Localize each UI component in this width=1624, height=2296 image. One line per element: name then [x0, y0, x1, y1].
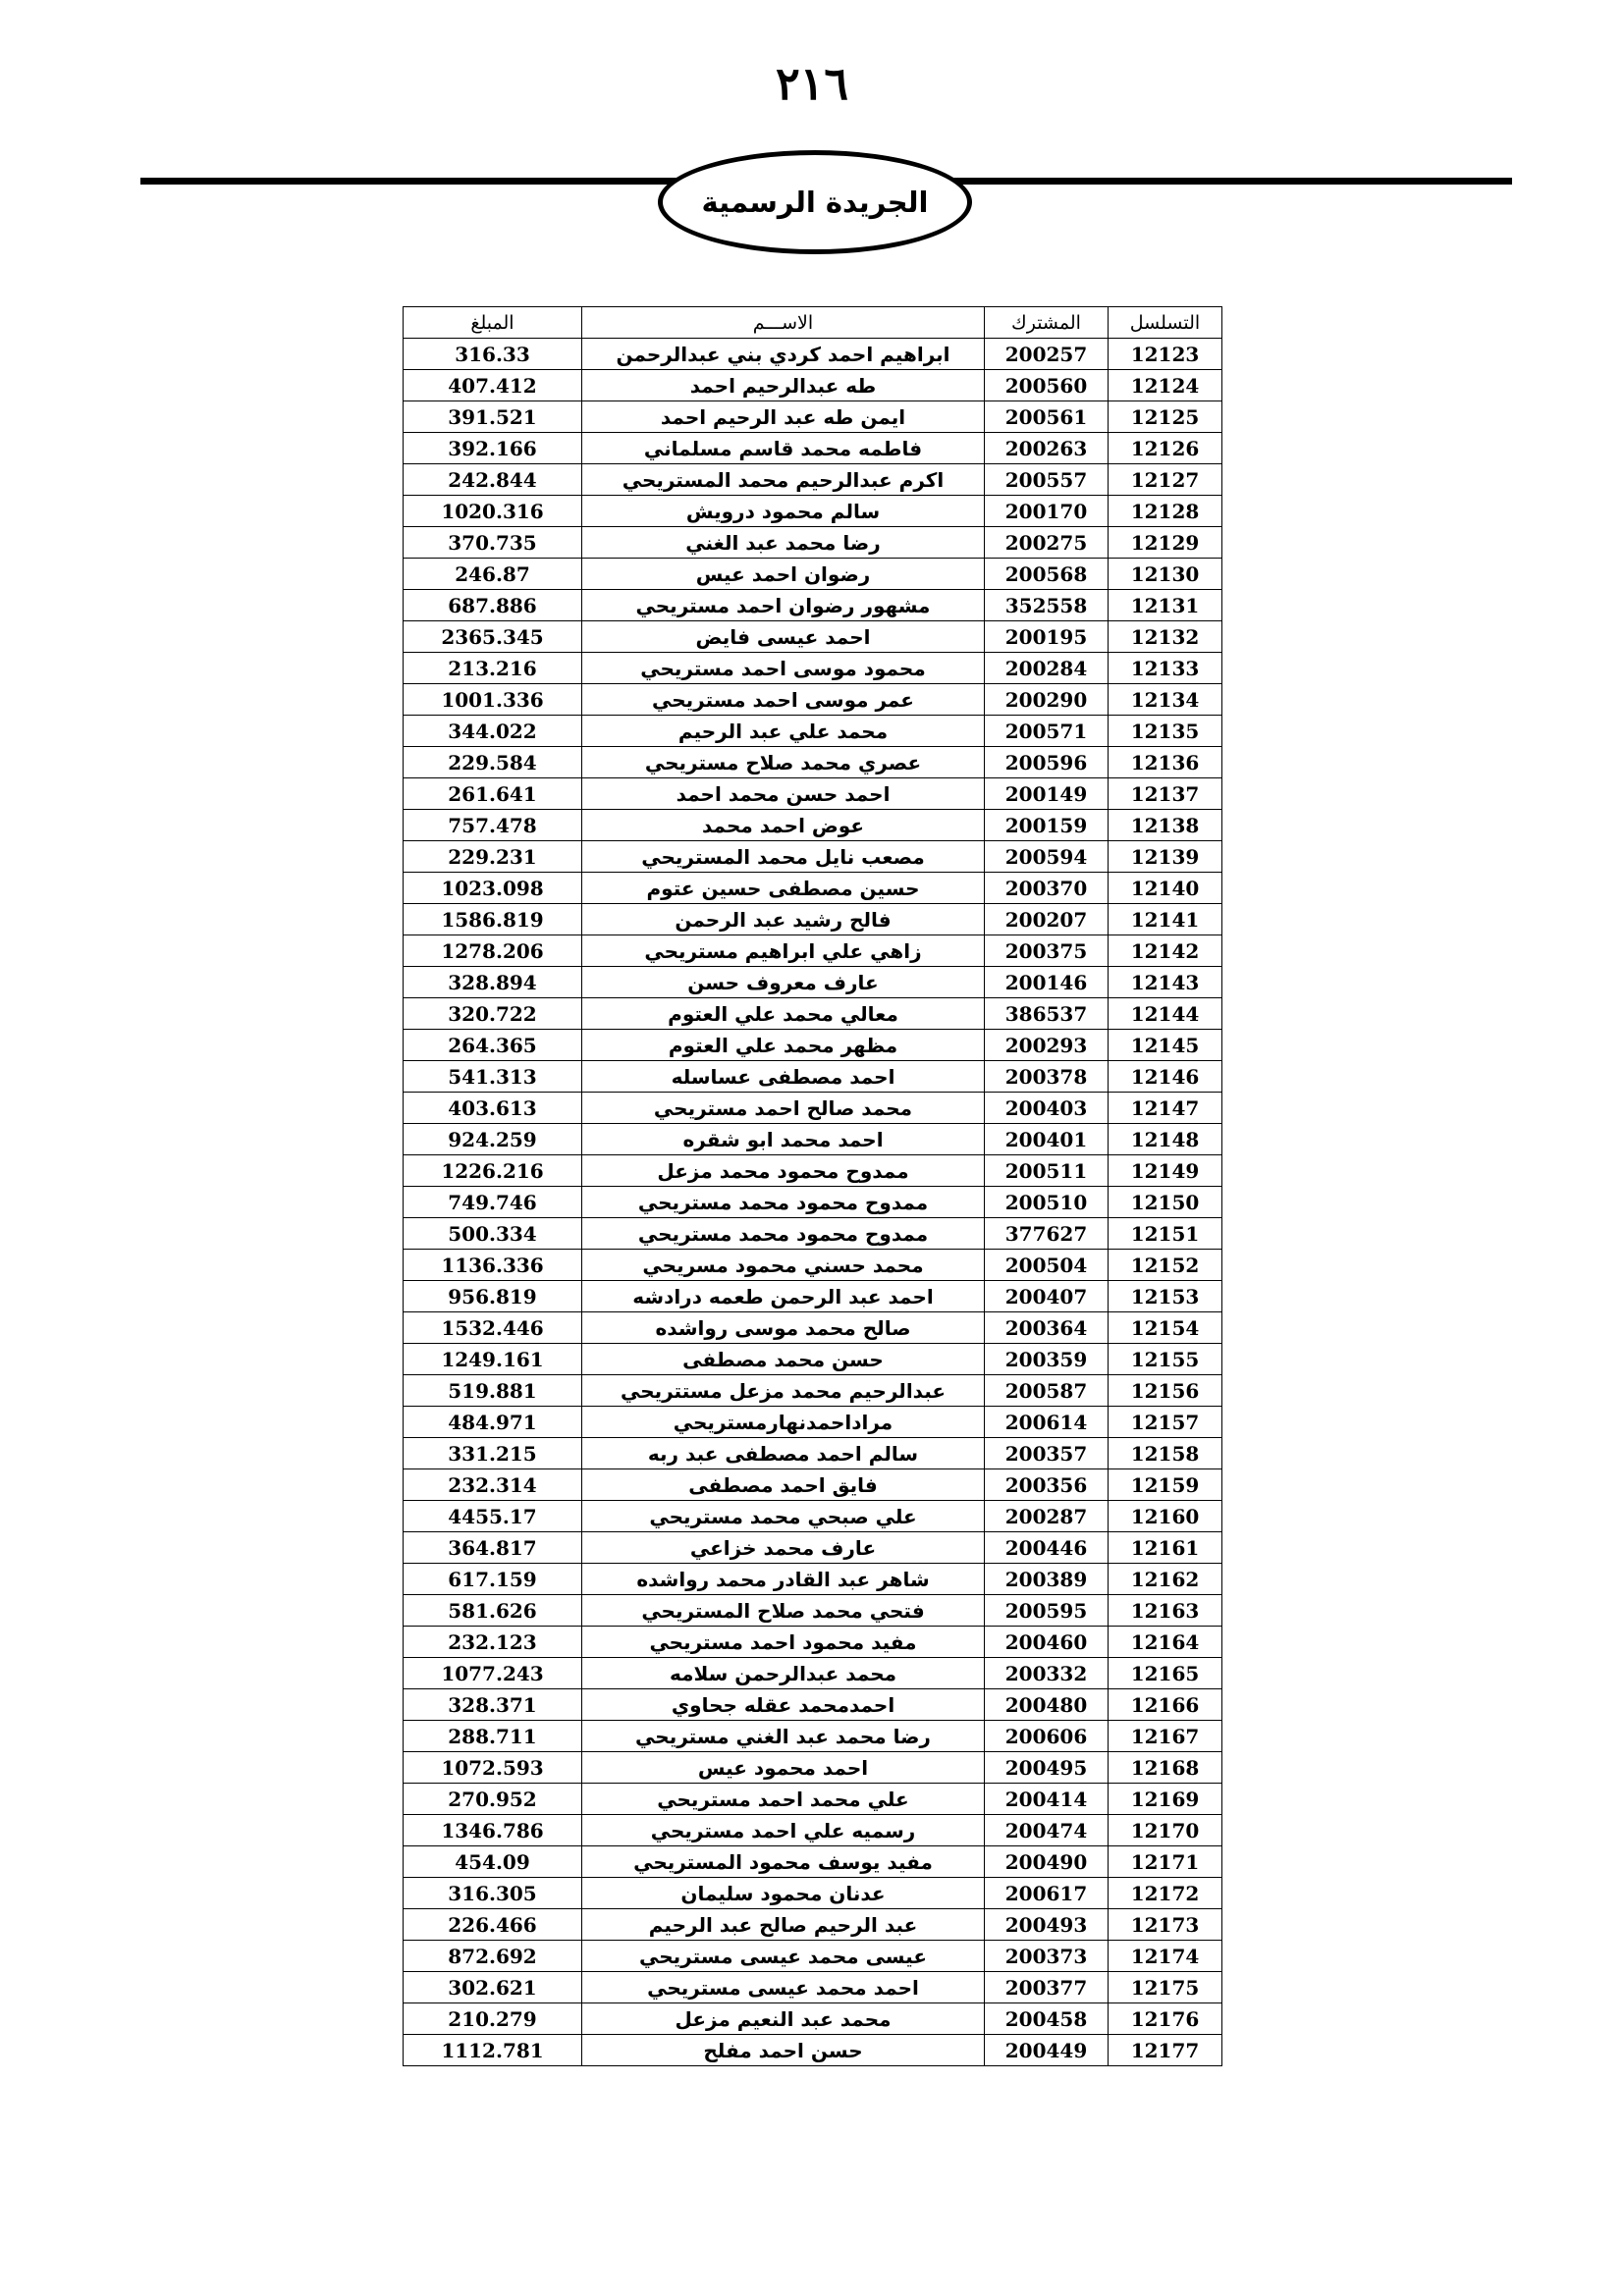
cell-serial: 12176 [1109, 2003, 1222, 2035]
table-row [404, 401, 1222, 433]
cell-subscriber: 200568 [985, 559, 1109, 590]
cell-name: اكرم عبدالرحيم محمد المستريحي [582, 464, 985, 496]
table-row [404, 1438, 1222, 1469]
table-row [404, 1846, 1222, 1878]
cell-name: محمد علي عبد الرحيم [582, 716, 985, 747]
cell-amount: 264.365 [404, 1030, 582, 1061]
table-row [404, 1155, 1222, 1187]
table-row [404, 527, 1222, 559]
cell-serial: 12174 [1109, 1941, 1222, 1972]
cell-name: مراداحمدنهارمستريحي [582, 1407, 985, 1438]
cell-subscriber: 200571 [985, 716, 1109, 747]
cell-name: فايق احمد مصطفى [582, 1469, 985, 1501]
cell-subscriber: 200370 [985, 873, 1109, 904]
cell-serial: 12133 [1109, 653, 1222, 684]
cell-amount: 1072.593 [404, 1752, 582, 1784]
cell-serial: 12123 [1109, 339, 1222, 370]
cell-amount: 1346.786 [404, 1815, 582, 1846]
cell-name: معالي محمد علي العتوم [582, 998, 985, 1030]
cell-amount: 1136.336 [404, 1250, 582, 1281]
cell-serial: 12138 [1109, 810, 1222, 841]
cell-name: عارف محمد خزاعي [582, 1532, 985, 1564]
cell-amount: 288.711 [404, 1721, 582, 1752]
cell-amount: 956.819 [404, 1281, 582, 1312]
cell-amount: 344.022 [404, 716, 582, 747]
cell-name: ممدوح محمود محمد مستريحي [582, 1187, 985, 1218]
cell-amount: 328.371 [404, 1689, 582, 1721]
cell-serial: 12156 [1109, 1375, 1222, 1407]
cell-serial: 12164 [1109, 1627, 1222, 1658]
cell-amount: 316.33 [404, 339, 582, 370]
cell-amount: 391.521 [404, 401, 582, 433]
cell-amount: 1532.446 [404, 1312, 582, 1344]
cell-subscriber: 200159 [985, 810, 1109, 841]
subscribers-table [403, 306, 1222, 2066]
cell-amount: 403.613 [404, 1093, 582, 1124]
cell-subscriber: 200401 [985, 1124, 1109, 1155]
cell-amount: 407.412 [404, 370, 582, 401]
cell-name: احمد محمد ابو شقره [582, 1124, 985, 1155]
cell-name: عصري محمد صلاح مستريحي [582, 747, 985, 778]
cell-amount: 232.123 [404, 1627, 582, 1658]
cell-amount: 229.231 [404, 841, 582, 873]
cell-amount: 242.844 [404, 464, 582, 496]
cell-name: رسميه علي احمد مستريحي [582, 1815, 985, 1846]
page-number: ٢١٦ [775, 57, 849, 110]
cell-serial: 12139 [1109, 841, 1222, 873]
table-row [404, 1941, 1222, 1972]
table-row [404, 1124, 1222, 1155]
cell-serial: 12145 [1109, 1030, 1222, 1061]
cell-name: احمد عبد الرحمن طعمه درادشه [582, 1281, 985, 1312]
cell-subscriber: 200257 [985, 339, 1109, 370]
column-header-amount: المبلغ [404, 307, 582, 339]
table-row [404, 2035, 1222, 2066]
cell-name: سالم محمود درويش [582, 496, 985, 527]
cell-name: عبد الرحيم صالح عبد الرحيم [582, 1909, 985, 1941]
cell-amount: 541.313 [404, 1061, 582, 1093]
cell-amount: 210.279 [404, 2003, 582, 2035]
table-row [404, 1532, 1222, 1564]
cell-serial: 12150 [1109, 1187, 1222, 1218]
cell-serial: 12161 [1109, 1532, 1222, 1564]
cell-serial: 12146 [1109, 1061, 1222, 1093]
cell-serial: 12175 [1109, 1972, 1222, 2003]
cell-name: مفيد يوسف محمود المستريحي [582, 1846, 985, 1878]
cell-serial: 12149 [1109, 1155, 1222, 1187]
cell-amount: 1226.216 [404, 1155, 582, 1187]
cell-serial: 12158 [1109, 1438, 1222, 1469]
cell-amount: 320.722 [404, 998, 582, 1030]
cell-subscriber: 200146 [985, 967, 1109, 998]
cell-name: احمد محمد عيسى مستريحي [582, 1972, 985, 2003]
table-row [404, 810, 1222, 841]
cell-serial: 12155 [1109, 1344, 1222, 1375]
cell-serial: 12172 [1109, 1878, 1222, 1909]
cell-name: حسين مصطفى حسين عتوم [582, 873, 985, 904]
cell-amount: 1077.243 [404, 1658, 582, 1689]
cell-serial: 12173 [1109, 1909, 1222, 1941]
cell-name: حسن احمد مفلح [582, 2035, 985, 2066]
table-row [404, 1312, 1222, 1344]
cell-name: ايمن طه عبد الرحيم احمد [582, 401, 985, 433]
cell-amount: 246.87 [404, 559, 582, 590]
table-row [404, 1721, 1222, 1752]
cell-serial: 12154 [1109, 1312, 1222, 1344]
cell-serial: 12127 [1109, 464, 1222, 496]
cell-name: علي صبحي محمد مستريحي [582, 1501, 985, 1532]
cell-amount: 519.881 [404, 1375, 582, 1407]
table-row [404, 1972, 1222, 2003]
cell-name: علي محمد احمد مستريحي [582, 1784, 985, 1815]
cell-serial: 12143 [1109, 967, 1222, 998]
cell-name: فالح رشيد عبد الرحمن [582, 904, 985, 935]
cell-serial: 12148 [1109, 1124, 1222, 1155]
table-row [404, 653, 1222, 684]
table-row [404, 2003, 1222, 2035]
cell-amount: 1249.161 [404, 1344, 582, 1375]
cell-name: عبدالرحيم محمد مزعل مستتريحي [582, 1375, 985, 1407]
cell-subscriber: 200480 [985, 1689, 1109, 1721]
cell-subscriber: 200414 [985, 1784, 1109, 1815]
cell-subscriber: 200560 [985, 370, 1109, 401]
table-row [404, 747, 1222, 778]
cell-serial: 12157 [1109, 1407, 1222, 1438]
cell-serial: 12135 [1109, 716, 1222, 747]
cell-amount: 226.466 [404, 1909, 582, 1941]
cell-subscriber: 386537 [985, 998, 1109, 1030]
cell-name: عدنان محمود سليمان [582, 1878, 985, 1909]
cell-name: احمدمحمد عقله جحاوي [582, 1689, 985, 1721]
cell-subscriber: 200170 [985, 496, 1109, 527]
cell-name: مظهر محمد علي العتوم [582, 1030, 985, 1061]
cell-name: محمود موسى احمد مستريحي [582, 653, 985, 684]
cell-name: احمد حسن محمد احمد [582, 778, 985, 810]
table-row [404, 1658, 1222, 1689]
table-row [404, 559, 1222, 590]
cell-serial: 12163 [1109, 1595, 1222, 1627]
cell-subscriber: 200446 [985, 1532, 1109, 1564]
cell-name: شاهر عبد القادر محمد رواشده [582, 1564, 985, 1595]
cell-serial: 12140 [1109, 873, 1222, 904]
table-row [404, 1061, 1222, 1093]
cell-amount: 1023.098 [404, 873, 582, 904]
cell-serial: 12153 [1109, 1281, 1222, 1312]
cell-subscriber: 200617 [985, 1878, 1109, 1909]
cell-name: عيسى محمد عيسى مستريحي [582, 1941, 985, 1972]
cell-subscriber: 200357 [985, 1438, 1109, 1469]
cell-serial: 12125 [1109, 401, 1222, 433]
cell-subscriber: 200332 [985, 1658, 1109, 1689]
cell-subscriber: 200290 [985, 684, 1109, 716]
cell-name: احمد محمود عيس [582, 1752, 985, 1784]
table-row [404, 1689, 1222, 1721]
cell-subscriber: 200596 [985, 747, 1109, 778]
cell-name: مصعب نايل محمد المستريحي [582, 841, 985, 873]
cell-name: رضا محمد عبد الغني [582, 527, 985, 559]
table-row [404, 1752, 1222, 1784]
cell-serial: 12160 [1109, 1501, 1222, 1532]
cell-subscriber: 200375 [985, 935, 1109, 967]
cell-amount: 364.817 [404, 1532, 582, 1564]
cell-subscriber: 200356 [985, 1469, 1109, 1501]
cell-subscriber: 200495 [985, 1752, 1109, 1784]
cell-amount: 1278.206 [404, 935, 582, 967]
cell-subscriber: 200275 [985, 527, 1109, 559]
cell-name: محمد عبد النعيم مزعل [582, 2003, 985, 2035]
cell-serial: 12142 [1109, 935, 1222, 967]
cell-amount: 213.216 [404, 653, 582, 684]
cell-subscriber: 200287 [985, 1501, 1109, 1532]
cell-amount: 2365.345 [404, 621, 582, 653]
cell-serial: 12147 [1109, 1093, 1222, 1124]
cell-subscriber: 200511 [985, 1155, 1109, 1187]
cell-name: عمر موسى احمد مستريحي [582, 684, 985, 716]
cell-serial: 12171 [1109, 1846, 1222, 1878]
cell-subscriber: 200474 [985, 1815, 1109, 1846]
table-row [404, 967, 1222, 998]
cell-name: فاطمه محمد قاسم مسلماني [582, 433, 985, 464]
cell-amount: 1001.336 [404, 684, 582, 716]
cell-subscriber: 200377 [985, 1972, 1109, 2003]
column-header-serial: التسلسل [1109, 307, 1222, 339]
table-row [404, 1784, 1222, 1815]
cell-serial: 12166 [1109, 1689, 1222, 1721]
cell-subscriber: 200293 [985, 1030, 1109, 1061]
table-header-row [404, 307, 1222, 339]
cell-name: فتحي محمد صلاح المستريحي [582, 1595, 985, 1627]
cell-subscriber: 200510 [985, 1187, 1109, 1218]
cell-name: ابراهيم احمد كردي بني عبدالرحمن [582, 339, 985, 370]
table-row [404, 1030, 1222, 1061]
table-row [404, 1344, 1222, 1375]
cell-amount: 392.166 [404, 433, 582, 464]
cell-amount: 454.09 [404, 1846, 582, 1878]
table-row [404, 370, 1222, 401]
cell-amount: 617.159 [404, 1564, 582, 1595]
cell-name: مفيد محمود احمد مستريحي [582, 1627, 985, 1658]
cell-serial: 12134 [1109, 684, 1222, 716]
cell-subscriber: 200378 [985, 1061, 1109, 1093]
cell-amount: 484.971 [404, 1407, 582, 1438]
cell-serial: 12136 [1109, 747, 1222, 778]
cell-serial: 12137 [1109, 778, 1222, 810]
table-row [404, 935, 1222, 967]
title-oval [658, 150, 972, 254]
cell-amount: 302.621 [404, 1972, 582, 2003]
table-row [404, 339, 1222, 370]
cell-name: محمد حسني محمود مسريحي [582, 1250, 985, 1281]
cell-amount: 581.626 [404, 1595, 582, 1627]
cell-amount: 331.215 [404, 1438, 582, 1469]
cell-serial: 12169 [1109, 1784, 1222, 1815]
table-row [404, 1407, 1222, 1438]
cell-serial: 12144 [1109, 998, 1222, 1030]
cell-serial: 12124 [1109, 370, 1222, 401]
cell-amount: 924.259 [404, 1124, 582, 1155]
cell-subscriber: 200594 [985, 841, 1109, 873]
cell-subscriber: 200207 [985, 904, 1109, 935]
cell-serial: 12151 [1109, 1218, 1222, 1250]
cell-name: صالح محمد موسى رواشده [582, 1312, 985, 1344]
cell-subscriber: 200389 [985, 1564, 1109, 1595]
cell-amount: 232.314 [404, 1469, 582, 1501]
table-row [404, 841, 1222, 873]
cell-subscriber: 200460 [985, 1627, 1109, 1658]
cell-name: حسن محمد مصطفى [582, 1344, 985, 1375]
table-row [404, 716, 1222, 747]
column-header-subscriber: المشترك [985, 307, 1109, 339]
cell-serial: 12177 [1109, 2035, 1222, 2066]
cell-subscriber: 200595 [985, 1595, 1109, 1627]
table-row [404, 1281, 1222, 1312]
table-row [404, 998, 1222, 1030]
cell-name: ممدوح محمود محمد مستريحي [582, 1218, 985, 1250]
cell-subscriber: 200504 [985, 1250, 1109, 1281]
cell-subscriber: 200614 [985, 1407, 1109, 1438]
cell-subscriber: 200263 [985, 433, 1109, 464]
table-row [404, 1909, 1222, 1941]
cell-amount: 328.894 [404, 967, 582, 998]
table-row [404, 1469, 1222, 1501]
cell-serial: 12129 [1109, 527, 1222, 559]
cell-subscriber: 200606 [985, 1721, 1109, 1752]
table-row [404, 1564, 1222, 1595]
cell-name: عارف معروف حسن [582, 967, 985, 998]
table-row [404, 590, 1222, 621]
cell-subscriber: 200493 [985, 1909, 1109, 1941]
table-row [404, 1627, 1222, 1658]
cell-name: محمد صالح احمد مستريحي [582, 1093, 985, 1124]
table-row [404, 1375, 1222, 1407]
table-row [404, 464, 1222, 496]
cell-serial: 12167 [1109, 1721, 1222, 1752]
cell-name: احمد عيسى فايض [582, 621, 985, 653]
cell-serial: 12165 [1109, 1658, 1222, 1689]
table-row [404, 1093, 1222, 1124]
cell-serial: 12168 [1109, 1752, 1222, 1784]
cell-subscriber: 377627 [985, 1218, 1109, 1250]
column-header-name: الاســـم [582, 307, 985, 339]
cell-amount: 229.584 [404, 747, 582, 778]
cell-subscriber: 200359 [985, 1344, 1109, 1375]
cell-amount: 1586.819 [404, 904, 582, 935]
table-row [404, 1595, 1222, 1627]
cell-name: سالم احمد مصطفى عبد ربه [582, 1438, 985, 1469]
cell-amount: 4455.17 [404, 1501, 582, 1532]
cell-serial: 12128 [1109, 496, 1222, 527]
cell-serial: 12131 [1109, 590, 1222, 621]
cell-name: ممدوح محمود محمد مزعل [582, 1155, 985, 1187]
cell-name: احمد مصطفى عساسله [582, 1061, 985, 1093]
cell-amount: 1112.781 [404, 2035, 582, 2066]
cell-subscriber: 200458 [985, 2003, 1109, 2035]
cell-serial: 12162 [1109, 1564, 1222, 1595]
cell-serial: 12170 [1109, 1815, 1222, 1846]
cell-amount: 757.478 [404, 810, 582, 841]
table-row [404, 904, 1222, 935]
cell-serial: 12141 [1109, 904, 1222, 935]
table-row [404, 778, 1222, 810]
table-row [404, 621, 1222, 653]
cell-amount: 687.886 [404, 590, 582, 621]
table-row [404, 1187, 1222, 1218]
table-row [404, 1878, 1222, 1909]
table-row [404, 1501, 1222, 1532]
cell-amount: 370.735 [404, 527, 582, 559]
cell-name: رضا محمد عبد الغني مستريحي [582, 1721, 985, 1752]
cell-serial: 12126 [1109, 433, 1222, 464]
cell-subscriber: 352558 [985, 590, 1109, 621]
cell-amount: 1020.316 [404, 496, 582, 527]
cell-serial: 12159 [1109, 1469, 1222, 1501]
cell-serial: 12132 [1109, 621, 1222, 653]
cell-name: عوض احمد محمد [582, 810, 985, 841]
cell-amount: 749.746 [404, 1187, 582, 1218]
cell-subscriber: 200449 [985, 2035, 1109, 2066]
cell-subscriber: 200557 [985, 464, 1109, 496]
cell-subscriber: 200403 [985, 1093, 1109, 1124]
cell-subscriber: 200195 [985, 621, 1109, 653]
cell-name: رضوان احمد عيس [582, 559, 985, 590]
table-row [404, 433, 1222, 464]
cell-amount: 872.692 [404, 1941, 582, 1972]
cell-name: طه عبدالرحيم احمد [582, 370, 985, 401]
table-row [404, 1218, 1222, 1250]
cell-amount: 500.334 [404, 1218, 582, 1250]
table-row [404, 1250, 1222, 1281]
cell-amount: 261.641 [404, 778, 582, 810]
cell-subscriber: 200373 [985, 1941, 1109, 1972]
cell-serial: 12152 [1109, 1250, 1222, 1281]
table-row [404, 684, 1222, 716]
cell-subscriber: 200587 [985, 1375, 1109, 1407]
cell-amount: 316.305 [404, 1878, 582, 1909]
cell-name: محمد عبدالرحمن سلامه [582, 1658, 985, 1689]
table-row [404, 873, 1222, 904]
gazette-title: الجريدة الرسمية [701, 186, 929, 219]
cell-amount: 270.952 [404, 1784, 582, 1815]
cell-subscriber: 200561 [985, 401, 1109, 433]
cell-subscriber: 200284 [985, 653, 1109, 684]
cell-name: زاهي علي ابراهيم مستريحي [582, 935, 985, 967]
cell-subscriber: 200364 [985, 1312, 1109, 1344]
cell-name: مشهور رضوان احمد مستريحي [582, 590, 985, 621]
cell-subscriber: 200149 [985, 778, 1109, 810]
table-row [404, 496, 1222, 527]
cell-subscriber: 200407 [985, 1281, 1109, 1312]
cell-serial: 12130 [1109, 559, 1222, 590]
cell-subscriber: 200490 [985, 1846, 1109, 1878]
table-row [404, 1815, 1222, 1846]
